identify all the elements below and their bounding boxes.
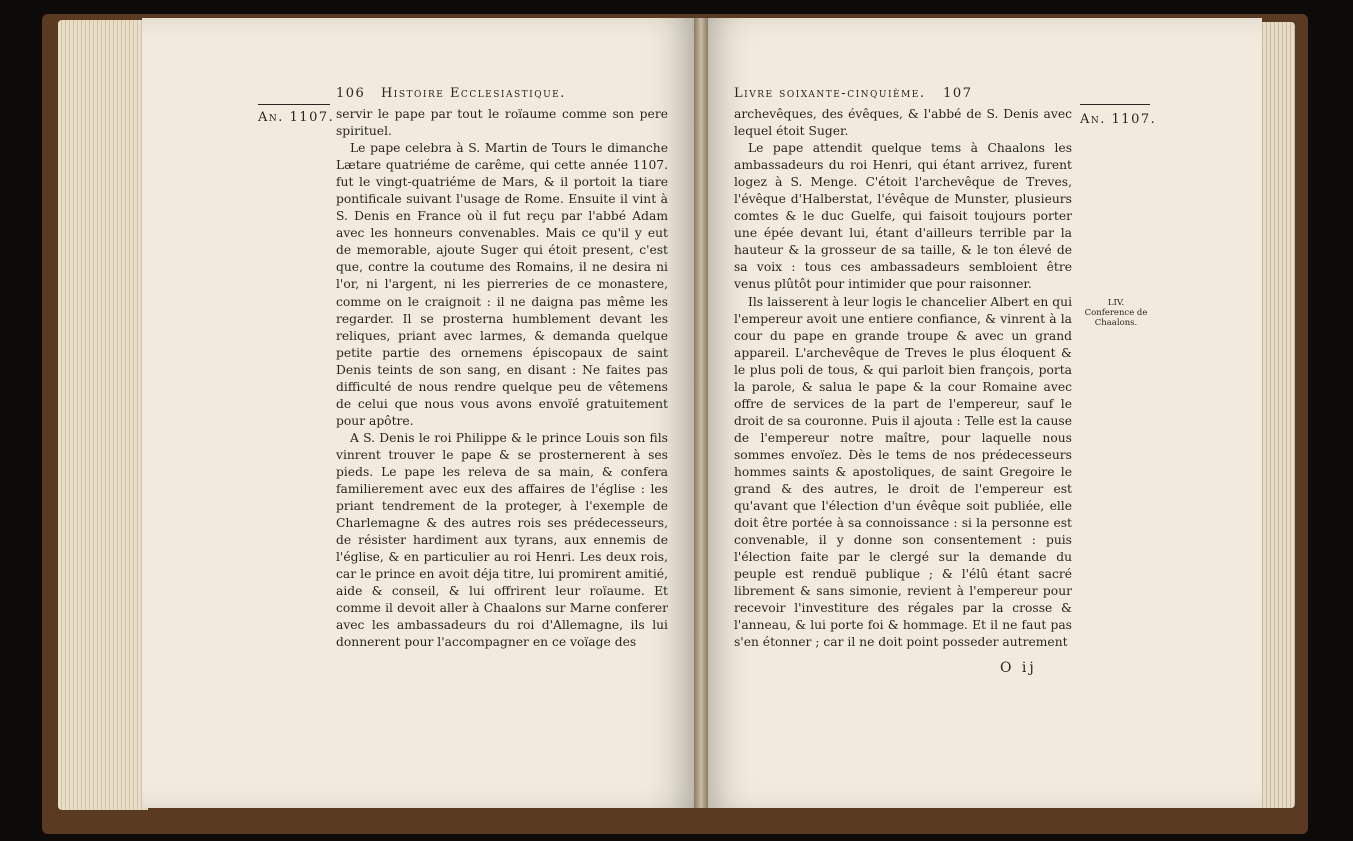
- right-page-number: 107: [943, 86, 973, 101]
- side-note-number: LIV.: [1107, 298, 1125, 308]
- right-text-block: [734, 106, 1072, 652]
- left-paragraph-1: servir le pape par tout le roïaume comme son pere spirituel.: [336, 107, 668, 139]
- left-page-number: 106: [336, 86, 366, 101]
- right-margin-year: An. 1107.: [1080, 112, 1157, 127]
- left-page-edges: [58, 20, 148, 810]
- right-paragraph-1: archevêques, des évêques, & l'abbé de S. Denis avec lequel étoit Suger.: [734, 107, 1072, 139]
- right-running-head: [734, 86, 972, 101]
- right-margin-rule: [1080, 104, 1150, 105]
- left-paragraph-2: Le pape celebra à S. Martin de Tours le dimanche Lætare quatriéme de carême, qui cette année 1107. fut le vingt-quatriéme de Mars, & il portoit la tiare pontificale suivant l'usage de Rome. Ensuite il vint à S. Denis en France où il fut reçu par l'abbé Adam avec les honneurs convenables. Mais ce qu'il y eut de memorable, ajoute Suger qui étoit present, c'est que, contre la coutume des Romains, il ne desira ni l'or, ni l'argent, ni les pierreries de ce monastere, comme on le craignoit : il ne daigna pas même les regarder. Il se prosterna humblement devant les reliques, priant avec larmes, & demanda quelque petite partie des ornemens épiscopaux de saint Denis teints de son sang, en disant : Ne faites pas difficulté de nous rendre quelque peu de vêtemens de celui que nous vous avons envoïé gratuitement pour apôtre.: [336, 141, 668, 428]
- left-running-head: [336, 86, 566, 101]
- left-paragraph-3: A S. Denis le roi Philippe & le prince Louis son fils vinrent trouver le pape & se prosternerent à ses pieds. Le pape les releva de sa main, & confera familierement avec eux des affaires de l'église : les priant tendrement de la proteger, à l'exemple de Charlemagne & des autres rois ses prédecesseurs, de résister hardiment aux tyrans, aux ennemis de l'église, & en particulier au roi Henri. Les deux rois, car le prince en avoit déja titre, lui promirent amitié, aide & conseil, & lui offrirent leur roïaume. Et comme il devoit aller à Chaalons sur Marne conferer avec les ambassadeurs du roi d'Allemagne, ils lui donnerent pour l'accompagner en ce voïage des: [336, 430, 668, 650]
- left-running-title: Histoire Ecclesiastique.: [380, 86, 566, 101]
- right-running-title: Livre soixante-cinquième.: [734, 86, 926, 101]
- left-margin-rule: [258, 104, 330, 105]
- left-margin-year: An. 1107.: [258, 110, 335, 125]
- signature-mark: O ij: [1000, 660, 1037, 676]
- left-text-block: [336, 106, 668, 652]
- side-note-text: Conference de Chaalons.: [1084, 308, 1148, 328]
- right-paragraph-2: Le pape attendit quelque tems à Chaalons les ambassadeurs du roi Henri, qui étant arrivez, furent logez à S. Menge. C'étoit l'archevêque de Treves, l'évêque d'Halberstat, l'évêque de Munster, plusieurs comtes & le duc Guelfe, qui faisoit toujours porter une épée devant lui, étant d'ailleurs terrible par la hauteur & la grosseur de sa taille, & le ton élevé de sa voix : tous ces ambassadeurs sembloient être venus plûtôt pour intimider que pour raisonner.: [734, 141, 1072, 292]
- side-note: [1078, 298, 1154, 328]
- right-paragraph-3: Ils laisserent à leur logis le chancelier Albert en qui l'empereur avoit une entiere confiance, & vinrent à la cour du pape en grande troupe & avec un grand appareil. L'archevêque de Treves le plus éloquent & le plus poli de tous, & qui parloit bien françois, porta la parole, & salua le pape & la cour Romaine avec offre de services de la part de l'empereur, sauf le droit de sa couronne. Puis il ajouta : Telle est la cause de l'empereur notre maître, pour laquelle nous sommes envoïez. Dès le tems de nos prédecesseurs hommes saints & apostoliques, de saint Gregoire le grand & des autres, le droit de l'empereur est qu'avant que l'élection d'un évêque soit publiée, elle doit être portée à sa connoissance : si la personne est convenable, il y donne son consentement : puis l'élection faite par le clergé sur la demande du peuple est renduë publique ; & l'élû étant sacré librement & sans simonie, revient à l'empereur pour recevoir l'investiture des régales par la crosse & l'anneau, & lui porte foi & hommage. Et il ne faut pas s'en étonner ; car il ne doit point posseder autrement: [734, 294, 1072, 650]
- book-gutter: [694, 18, 708, 808]
